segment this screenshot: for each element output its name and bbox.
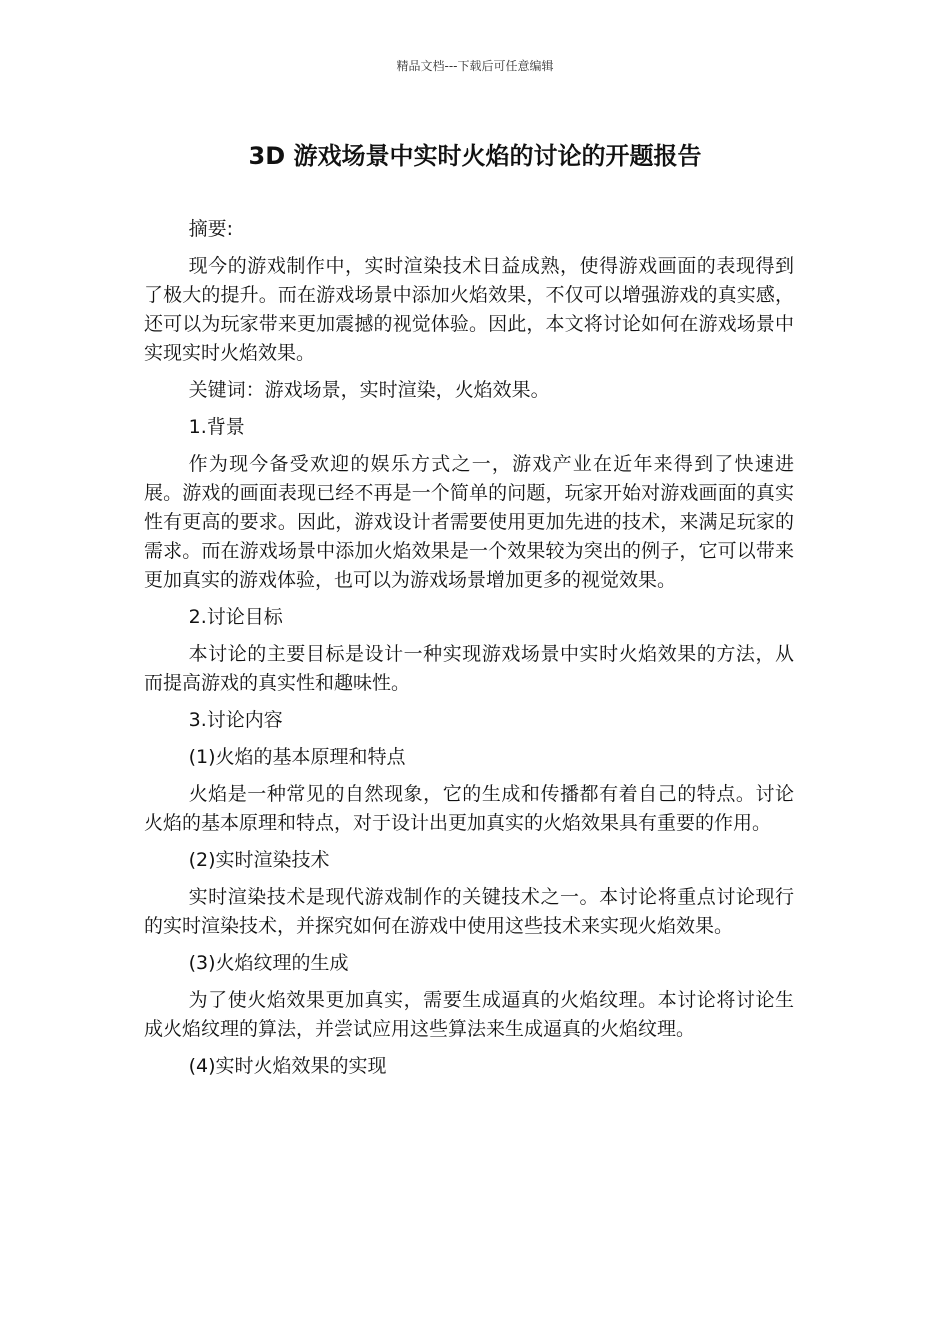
realtime-rendering-paragraph: 实时渲染技术是现代游戏制作的关键技术之一。本讨论将重点讨论现行的实时渲染技术，并探究如何在游戏中使用这些技术来实现火焰效果。 [144,886,794,937]
abstract-heading: 摘要: [188,218,234,240]
background-paragraph: 作为现今备受欢迎的娱乐方式之一，游戏产业在近年来得到了快速进展。游戏的画面表现已经不再是一个简单的问题，玩家开始对游戏画面的真实性有更高的要求。因此，游戏设计者需要使用更加先进的技术，来满足玩家的需求。而在游戏场景中添加火焰效果是一个效果较为突出的例子，它可以带来更加真实的游戏体验，也可以为游戏场景增加更多的视觉效果。 [144,453,794,591]
document-title: 3D 游戏场景中实时火焰的讨论的开题报告 [248,142,702,170]
subsection-heading-realtime-rendering: (2)实时渲染技术 [188,849,330,871]
section-heading-goals: 2.讨论目标 [188,606,283,628]
subsection-heading-flame-principles: (1)火焰的基本原理和特点 [188,746,406,768]
section-heading-background: 1.背景 [188,416,245,438]
flame-texture-paragraph: 为了使火焰效果更加真实，需要生成逼真的火焰纹理。本讨论将讨论生成火焰纹理的算法，并尝试应用这些算法来生成逼真的火焰纹理。 [144,989,794,1040]
goals-paragraph: 本讨论的主要目标是设计一种实现游戏场景中实时火焰效果的方法，从而提高游戏的真实性和趣味性。 [144,643,794,694]
document-body [144,215,794,1089]
flame-principles-paragraph: 火焰是一种常见的自然现象，它的生成和传播都有着自己的特点。讨论火焰的基本原理和特点，对于设计出更加真实的火焰效果具有重要的作用。 [144,783,794,834]
abstract-paragraph: 现今的游戏制作中，实时渲染技术日益成熟，使得游戏画面的表现得到了极大的提升。而在游戏场景中添加火焰效果，不仅可以增强游戏的真实感，还可以为玩家带来更加震撼的视觉体验。因此，本文将讨论如何在游戏场景中实现实时火焰效果。 [144,255,794,364]
subsection-heading-flame-texture: (3)火焰纹理的生成 [188,952,349,974]
page-header-watermark: 精品文档---下载后可任意编辑 [396,59,554,73]
section-heading-content: 3.讨论内容 [188,709,283,731]
subsection-heading-realtime-flame: (4)实时火焰效果的实现 [188,1055,387,1077]
keywords-line: 关键词：游戏场景，实时渲染，火焰效果。 [188,379,550,401]
